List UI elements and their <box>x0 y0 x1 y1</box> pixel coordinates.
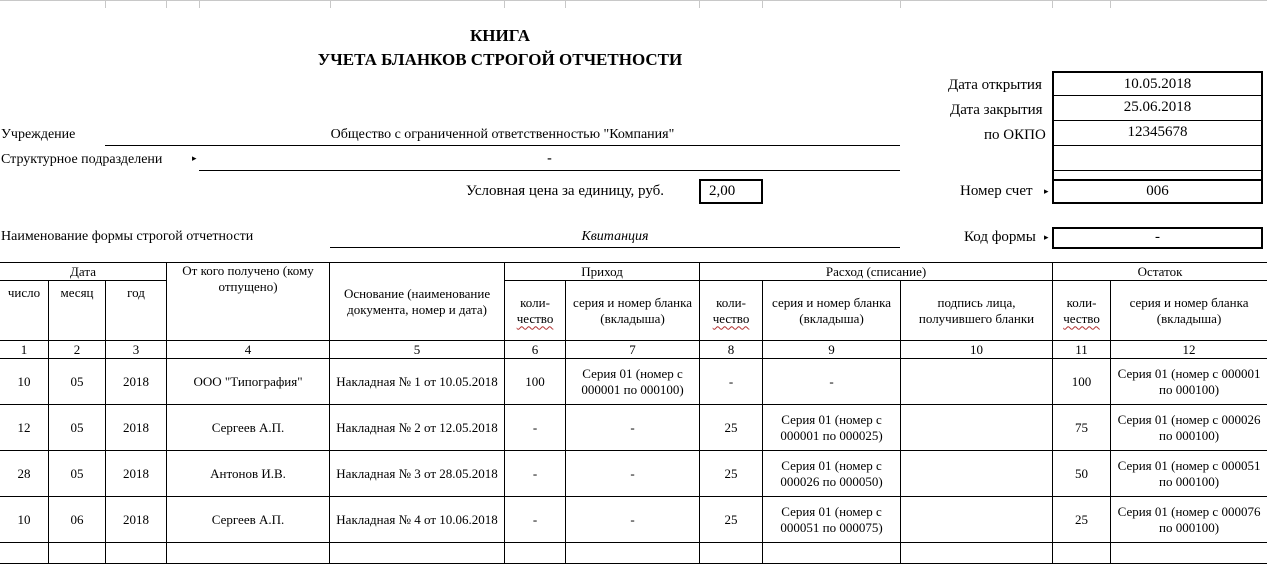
okpo-value[interactable]: 12345678 <box>1052 121 1263 146</box>
cell-basis[interactable]: Накладная № 3 от 28.05.2018 <box>330 451 505 497</box>
cell-income-qty[interactable]: - <box>505 405 566 451</box>
header-signature: подпись лица, получившего бланки <box>901 281 1053 341</box>
document-title-line-2: УЧЕТА БЛАНКОВ СТРОГОЙ ОТЧЕТНОСТИ <box>317 50 683 69</box>
header-income-series: серия и номер бланка (вкладыша) <box>566 281 700 341</box>
cell-from-whom[interactable]: Антонов И.В. <box>167 451 330 497</box>
qty-suffix: чество <box>712 310 750 326</box>
unit-price-value[interactable]: 2,00 <box>699 179 763 204</box>
cell-balance-qty[interactable]: 100 <box>1053 359 1111 405</box>
cell-from-whom[interactable]: Сергеев А.П. <box>167 497 330 543</box>
cell-signature[interactable] <box>901 405 1053 451</box>
form-name-label: Наименование формы строгой отчетности <box>1 229 254 244</box>
header-expense-qty <box>700 281 763 341</box>
sheet-gridline <box>504 0 505 8</box>
cell-empty[interactable] <box>1111 543 1267 564</box>
cell-basis[interactable]: Накладная № 2 от 12.05.2018 <box>330 405 505 451</box>
overflow-marker-icon: ▸ <box>1044 186 1049 196</box>
overflow-marker-icon: ▸ <box>192 153 197 163</box>
header-day: число <box>0 281 49 341</box>
sheet-gridline <box>330 0 331 8</box>
open-date-label: Дата открытия <box>948 77 1042 93</box>
cell-balance-series[interactable]: Серия 01 (номер с 000076 по 000100) <box>1111 497 1267 543</box>
institution-value[interactable]: Общество с ограниченной ответственностью "Компания" <box>330 127 675 142</box>
qty-prefix: коли- <box>716 294 746 310</box>
header-expense: Расход (списание) <box>700 263 1053 281</box>
sheet-gridline <box>699 0 700 8</box>
subdivision-label: Структурное подразделени <box>1 152 163 167</box>
overflow-marker-icon: ▸ <box>1044 232 1049 242</box>
cell-year[interactable]: 2018 <box>106 359 167 405</box>
column-number: 6 <box>505 341 566 359</box>
sheet-gridline <box>762 0 763 8</box>
sheet-top-gridline <box>0 0 1267 1</box>
cell-day[interactable]: 28 <box>0 451 49 497</box>
cell-year[interactable]: 2018 <box>106 451 167 497</box>
table-row <box>0 359 1267 405</box>
column-number: 1 <box>0 341 49 359</box>
column-number: 3 <box>106 341 167 359</box>
cell-year[interactable]: 2018 <box>106 497 167 543</box>
column-number: 9 <box>763 341 901 359</box>
qty-prefix: коли- <box>1066 294 1097 310</box>
code-frame-spacer <box>1052 171 1263 179</box>
institution-label: Учреждение <box>1 127 76 142</box>
cell-signature[interactable] <box>901 497 1053 543</box>
unit-price-label: Условная цена за единицу, руб. <box>466 183 665 199</box>
table-row <box>0 497 1267 543</box>
cell-income-series[interactable]: Серия 01 (номер с 000001 по 000100) <box>566 359 700 405</box>
header-date: Дата <box>0 263 167 281</box>
cell-expense-qty[interactable]: 25 <box>700 451 763 497</box>
okpo-label: по ОКПО <box>984 127 1046 143</box>
cell-expense-qty[interactable]: - <box>700 359 763 405</box>
cell-signature[interactable] <box>901 451 1053 497</box>
cell-income-qty[interactable]: 100 <box>505 359 566 405</box>
header-income-qty <box>505 281 566 341</box>
cell-day[interactable]: 10 <box>0 359 49 405</box>
form-code-label: Код формы <box>964 229 1036 245</box>
institution-underline <box>105 145 900 146</box>
document-title-line-1: КНИГА <box>469 26 530 45</box>
cell-expense-series[interactable]: Серия 01 (номер с 000026 по 000050) <box>763 451 901 497</box>
cell-balance-series[interactable]: Серия 01 (номер с 000001 по 000100) <box>1111 359 1267 405</box>
cell-empty[interactable] <box>700 543 763 564</box>
header-balance-series: серия и номер бланка (вкладыша) <box>1111 281 1267 341</box>
close-date-value[interactable]: 25.06.2018 <box>1052 96 1263 121</box>
header-year: год <box>106 281 167 341</box>
open-date-value[interactable]: 10.05.2018 <box>1052 71 1263 96</box>
column-number: 2 <box>49 341 106 359</box>
header-month: месяц <box>49 281 106 341</box>
form-name-value[interactable]: Квитанция <box>581 229 649 244</box>
table-row <box>0 451 1267 497</box>
sheet-gridline <box>105 0 106 8</box>
cell-balance-qty[interactable]: 25 <box>1053 497 1111 543</box>
close-date-label: Дата закрытия <box>950 102 1043 118</box>
cell-expense-qty[interactable]: 25 <box>700 497 763 543</box>
qty-prefix: коли- <box>520 294 550 310</box>
column-number: 4 <box>167 341 330 359</box>
cell-income-qty[interactable]: - <box>505 451 566 497</box>
cell-expense-series[interactable]: - <box>763 359 901 405</box>
table-row-empty <box>0 543 1267 564</box>
cell-year[interactable]: 2018 <box>106 405 167 451</box>
cell-empty[interactable] <box>167 543 330 564</box>
cell-from-whom[interactable]: Сергеев А.П. <box>167 405 330 451</box>
column-number: 10 <box>901 341 1053 359</box>
header-from-whom: От кого получено (кому отпущено) <box>167 263 330 341</box>
cell-balance-qty[interactable]: 75 <box>1053 405 1111 451</box>
cell-empty[interactable] <box>0 543 49 564</box>
cell-empty[interactable] <box>505 543 566 564</box>
cell-balance-series[interactable]: Серия 01 (номер с 000051 по 000100) <box>1111 451 1267 497</box>
cell-day[interactable]: 10 <box>0 497 49 543</box>
form-code-value[interactable]: - <box>1052 227 1263 249</box>
cell-income-series[interactable]: - <box>566 405 700 451</box>
sheet-gridline <box>1110 0 1111 8</box>
form-name-underline <box>330 247 900 248</box>
cell-income-qty[interactable]: - <box>505 497 566 543</box>
cell-month[interactable]: 05 <box>49 359 106 405</box>
header-income: Приход <box>505 263 700 281</box>
cell-empty[interactable] <box>901 543 1053 564</box>
sheet-gridline <box>565 0 566 8</box>
cell-income-series[interactable]: - <box>566 451 700 497</box>
sheet-gridline <box>900 0 901 8</box>
cell-basis[interactable]: Накладная № 4 от 10.06.2018 <box>330 497 505 543</box>
qty-suffix: чество <box>1063 310 1100 326</box>
subdivision-value[interactable]: - <box>547 151 552 166</box>
empty-code-cell[interactable] <box>1052 146 1263 171</box>
column-number: 8 <box>700 341 763 359</box>
sheet-gridline <box>1052 0 1053 8</box>
subdivision-underline <box>199 170 900 171</box>
cell-basis[interactable]: Накладная № 1 от 10.05.2018 <box>330 359 505 405</box>
cell-month[interactable]: 05 <box>49 405 106 451</box>
account-number-label: Номер счет <box>960 183 1033 199</box>
cell-expense-series[interactable]: Серия 01 (номер с 000001 по 000025) <box>763 405 901 451</box>
cell-income-series[interactable]: - <box>566 497 700 543</box>
cell-empty[interactable] <box>1053 543 1111 564</box>
cell-from-whom[interactable]: ООО "Типография" <box>167 359 330 405</box>
cell-expense-series[interactable]: Серия 01 (номер с 000051 по 000075) <box>763 497 901 543</box>
cell-expense-qty[interactable]: 25 <box>700 405 763 451</box>
column-number: 11 <box>1053 341 1111 359</box>
cell-signature[interactable] <box>901 359 1053 405</box>
header-expense-series: серия и номер бланка (вкладыша) <box>763 281 901 341</box>
cell-day[interactable]: 12 <box>0 405 49 451</box>
cell-empty[interactable] <box>763 543 901 564</box>
ledger-table <box>0 262 1267 564</box>
account-number-value[interactable]: 006 <box>1052 179 1263 204</box>
sheet-gridline <box>199 0 200 8</box>
cell-empty[interactable] <box>566 543 700 564</box>
header-balance-qty <box>1053 281 1111 341</box>
column-number: 7 <box>566 341 700 359</box>
header-basis: Основание (наименование документа, номер и дата) <box>330 263 505 341</box>
table-row <box>0 405 1267 451</box>
cell-empty[interactable] <box>106 543 167 564</box>
header-balance: Остаток <box>1053 263 1267 281</box>
cell-balance-qty[interactable]: 50 <box>1053 451 1111 497</box>
cell-balance-series[interactable]: Серия 01 (номер с 000026 по 000100) <box>1111 405 1267 451</box>
cell-month[interactable]: 05 <box>49 451 106 497</box>
qty-suffix: чество <box>516 310 554 326</box>
cell-month[interactable]: 06 <box>49 497 106 543</box>
column-number: 5 <box>330 341 505 359</box>
cell-empty[interactable] <box>330 543 505 564</box>
column-number: 12 <box>1111 341 1267 359</box>
sheet-gridline <box>166 0 167 8</box>
cell-empty[interactable] <box>49 543 106 564</box>
